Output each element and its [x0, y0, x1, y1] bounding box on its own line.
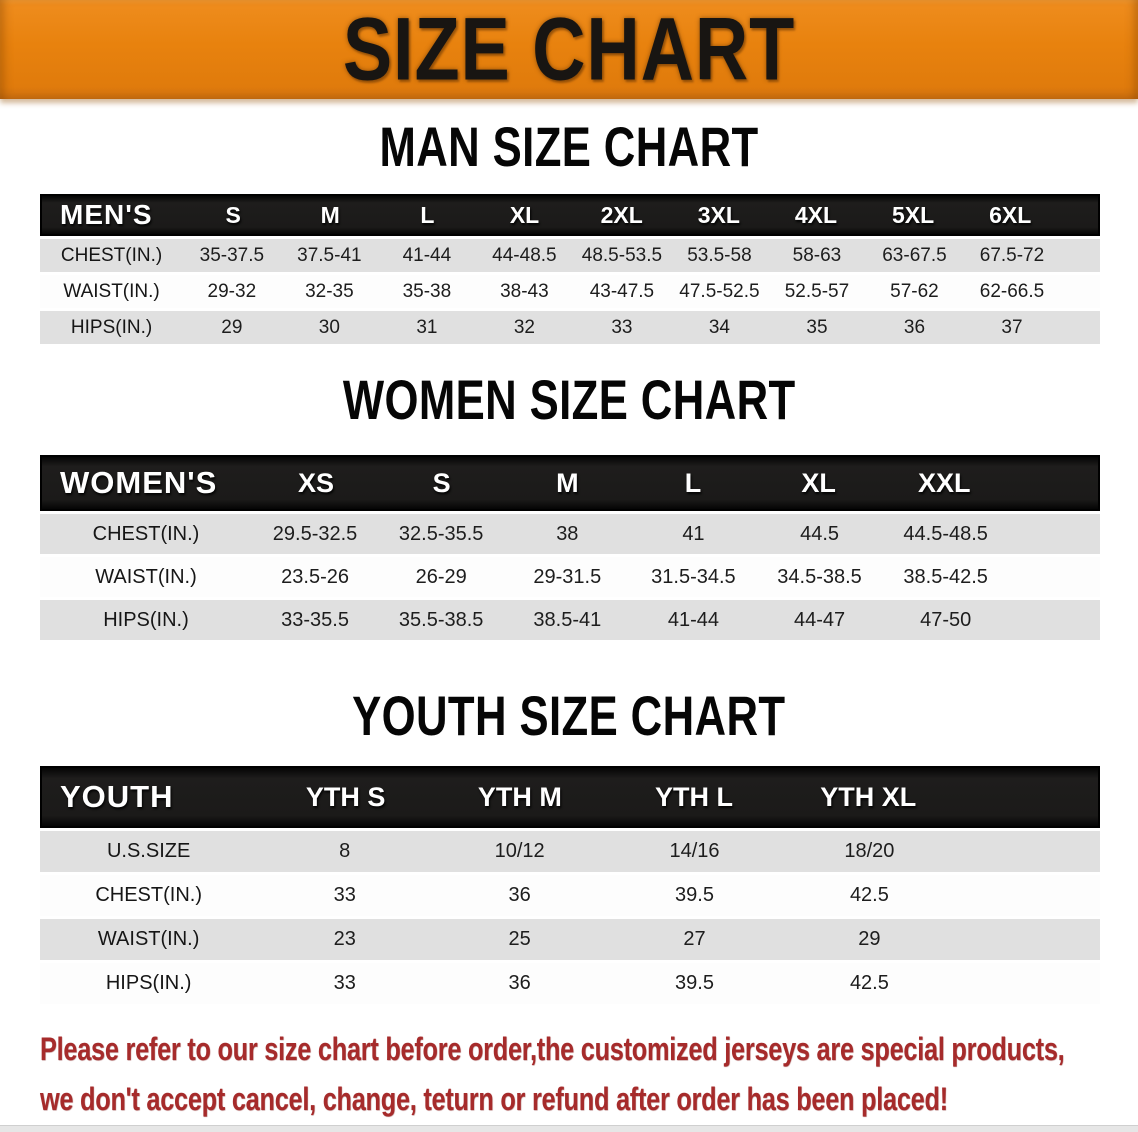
- size-value: 35: [806, 316, 828, 338]
- size-value: 27: [683, 928, 706, 950]
- table-row: [40, 275, 1100, 308]
- row-label: HIPS(IN.): [70, 316, 153, 338]
- size-value: 23: [333, 928, 356, 950]
- size-value: 32-35: [305, 280, 354, 302]
- size-value: 58-63: [792, 244, 842, 266]
- table-row: [40, 311, 1100, 344]
- table-header-row: [40, 766, 1100, 828]
- size-value: 37: [1001, 316, 1023, 338]
- size-value: 33: [333, 972, 356, 994]
- size-value: 26-29: [415, 565, 467, 588]
- size-value: 36: [903, 316, 926, 338]
- table-row: [40, 239, 1100, 272]
- size-value: 29: [221, 316, 243, 338]
- size-value: 33: [611, 316, 633, 338]
- size-value: 42.5: [849, 972, 889, 994]
- size-value: 57-62: [890, 280, 939, 302]
- size-value: 47-50: [920, 608, 972, 631]
- women-size-table: [40, 455, 1100, 640]
- row-label: CHEST(IN.): [95, 884, 202, 906]
- size-column-header: 4XL: [794, 201, 838, 228]
- size-value: 34.5-38.5: [777, 565, 862, 588]
- size-value: 44-48.5: [492, 244, 557, 266]
- size-column-header: 3XL: [697, 201, 740, 228]
- size-value: 62-66.5: [979, 280, 1045, 302]
- size-column-header: 5XL: [892, 201, 935, 228]
- size-value: 42.5: [849, 884, 889, 906]
- size-value: 33: [333, 884, 356, 906]
- size-value: 34: [708, 316, 730, 338]
- table-row: [40, 963, 1100, 1004]
- women-section-heading: [0, 368, 1138, 431]
- youth-section-heading: [0, 684, 1138, 747]
- women-section-heading-text: WOMEN SIZE CHART: [342, 368, 796, 431]
- size-value: 25: [508, 928, 531, 950]
- size-column-header: YTH L: [655, 781, 734, 812]
- size-value: 32.5-35.5: [398, 522, 484, 545]
- size-value: 38.5-42.5: [903, 565, 988, 588]
- size-value: 44-47: [793, 608, 846, 631]
- size-value: 36: [508, 884, 531, 906]
- table-row: [40, 831, 1100, 872]
- table-row: [40, 919, 1100, 960]
- table-row: [40, 514, 1100, 554]
- size-value: 23.5-26: [281, 565, 349, 588]
- size-chart-banner: [0, 0, 1138, 99]
- size-value: 53.5-58: [687, 244, 752, 266]
- row-label: HIPS(IN.): [103, 608, 189, 631]
- row-label: HIPS(IN.): [105, 972, 192, 994]
- banner-title: SIZE CHART: [342, 0, 796, 99]
- size-column-header: YTH XL: [820, 781, 917, 812]
- disclaimer-note: [0, 1024, 1138, 1124]
- size-column-header: YTH M: [477, 781, 562, 812]
- size-column-header: L: [684, 467, 702, 498]
- size-value: 52.5-57: [784, 280, 850, 302]
- size-value: 44.5-48.5: [903, 522, 988, 545]
- size-value: 41-44: [667, 608, 720, 631]
- size-value: 8: [339, 840, 351, 862]
- row-label: CHEST(IN.): [92, 522, 200, 545]
- size-value: 29-31.5: [533, 565, 602, 588]
- size-column-header: 6XL: [989, 201, 1032, 228]
- row-label: WAIST(IN.): [97, 928, 200, 950]
- size-value: 39.5: [675, 972, 714, 994]
- disclaimer-line-2: we don't accept cancel, change, teturn or refund after order has been placed!: [40, 1081, 948, 1117]
- size-value: 29.5-32.5: [272, 522, 358, 545]
- table-header-row: [40, 455, 1100, 511]
- size-value: 63-67.5: [882, 244, 947, 266]
- size-value: 37.5-41: [297, 244, 362, 266]
- size-value: 33-35.5: [281, 608, 349, 631]
- youth-section-heading-text: YOUTH SIZE CHART: [352, 684, 786, 747]
- size-column-header: 2XL: [600, 201, 643, 228]
- size-column-header: S: [225, 201, 241, 228]
- man-section-heading-text: MAN SIZE CHART: [379, 115, 759, 178]
- row-label: U.S.SIZE: [106, 840, 191, 862]
- size-value: 36: [508, 972, 531, 994]
- size-value: 38-43: [500, 280, 549, 302]
- row-label: WAIST(IN.): [63, 280, 160, 302]
- size-value: 48.5-53.5: [581, 244, 663, 266]
- size-value: 35-38: [402, 280, 452, 302]
- size-value: 32: [513, 316, 535, 338]
- table-row: [40, 875, 1100, 916]
- size-value: 30: [318, 316, 340, 338]
- size-value: 29-32: [207, 280, 257, 302]
- size-value: 44.5: [800, 522, 840, 545]
- table-row: [40, 557, 1100, 597]
- size-column-header: L: [420, 201, 435, 228]
- row-label: WAIST(IN.): [95, 565, 197, 588]
- size-value: 31: [416, 316, 438, 338]
- size-value: 67.5-72: [979, 244, 1045, 266]
- disclaimer-line-1: Please refer to our size chart before order,the customized jerseys are special products,: [40, 1031, 1065, 1067]
- size-value: 39.5: [675, 884, 714, 906]
- table-row: [40, 600, 1100, 640]
- table-corner-label: WOMEN'S: [60, 465, 218, 500]
- table-header-row: [40, 194, 1100, 236]
- table-corner-label: YOUTH: [60, 779, 174, 814]
- row-label: CHEST(IN.): [60, 244, 163, 266]
- size-column-header: YTH S: [305, 781, 386, 812]
- table-corner-label: MEN'S: [60, 199, 153, 230]
- size-column-header: M: [320, 201, 340, 228]
- youth-size-table: [40, 766, 1100, 1004]
- size-value: 29: [858, 928, 881, 950]
- size-value: 41: [682, 522, 705, 545]
- size-value: 31.5-34.5: [651, 565, 736, 588]
- size-column-header: S: [432, 467, 451, 498]
- size-column-header: M: [556, 467, 579, 498]
- men-size-table: [40, 194, 1100, 344]
- size-value: 38: [556, 522, 579, 545]
- size-value: 18/20: [844, 840, 895, 862]
- size-column-header: XS: [298, 467, 335, 498]
- size-value: 35.5-38.5: [398, 608, 484, 631]
- size-column-header: XXL: [918, 467, 971, 498]
- size-value: 10/12: [494, 840, 545, 862]
- size-value: 41-44: [402, 244, 452, 266]
- size-value: 38.5-41: [533, 608, 602, 631]
- size-value: 14/16: [669, 840, 720, 862]
- bottom-edge-strip: [0, 1125, 1138, 1132]
- size-column-header: XL: [801, 467, 836, 498]
- size-column-header: XL: [509, 201, 540, 228]
- size-value: 43-47.5: [589, 280, 655, 302]
- man-section-heading: [0, 115, 1138, 178]
- size-value: 47.5-52.5: [679, 280, 760, 302]
- size-value: 35-37.5: [199, 244, 265, 266]
